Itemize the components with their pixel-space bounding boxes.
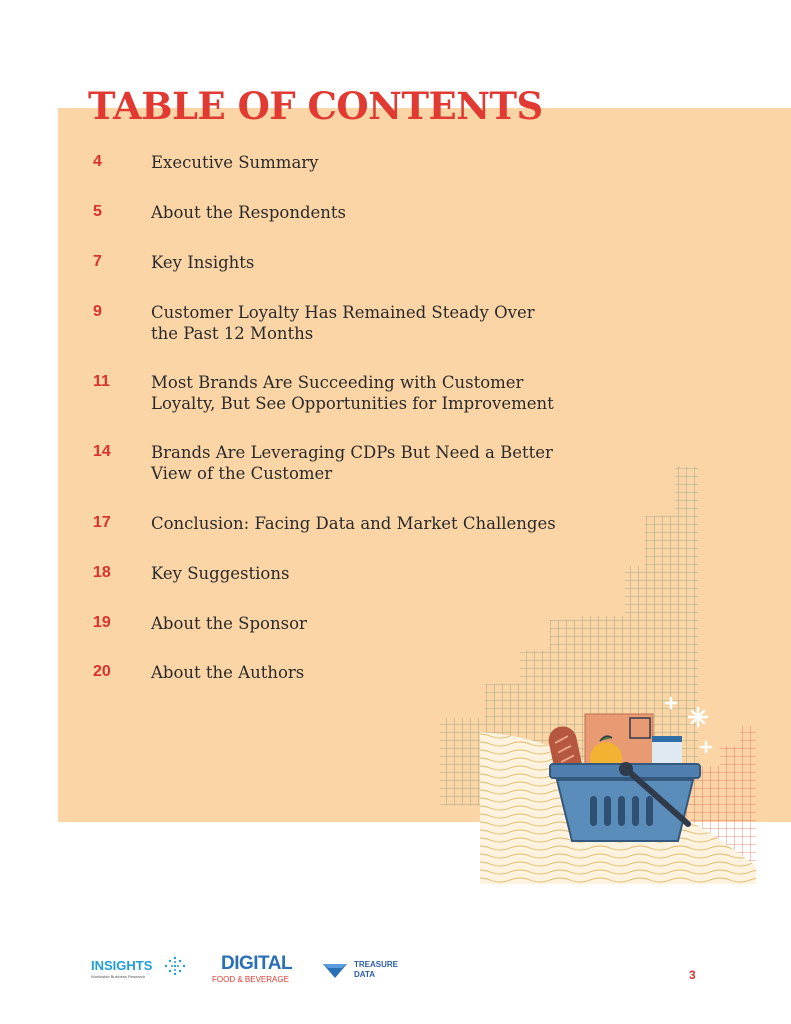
toc-page-number: 18 xyxy=(93,564,111,581)
insights-globe-icon xyxy=(160,952,188,980)
page-number: 3 xyxy=(689,968,696,982)
toc-entry-line: Most Brands Are Succeeding with Customer xyxy=(151,373,524,392)
toc-entry-line: About the Authors xyxy=(151,663,305,682)
toc-entry-line: Key Suggestions xyxy=(151,564,290,583)
toc-entry-title xyxy=(151,302,571,344)
toc-page-number: 14 xyxy=(93,443,111,460)
toc-entry-line: About the Sponsor xyxy=(151,614,307,633)
insights-tagline: Worldwide Business Research xyxy=(91,974,146,979)
toc-entry-line: Key Insights xyxy=(151,253,255,272)
toc-entry-line: Conclusion: Facing Data and Market Challenges xyxy=(151,514,556,533)
treasure-data-logo xyxy=(354,960,398,980)
toc-entry-line: About the Respondents xyxy=(151,203,347,222)
toc-page-number: 4 xyxy=(93,153,102,170)
toc-entry-title xyxy=(151,152,571,173)
toc-page-number: 5 xyxy=(93,203,102,220)
toc-page-number: 9 xyxy=(93,303,102,320)
page-title: TABLE OF CONTENTS xyxy=(88,84,543,128)
toc-page-number: 20 xyxy=(93,663,111,680)
toc-entry-line: Brands Are Leveraging CDPs But Need a Better xyxy=(151,443,553,462)
toc-page-number: 11 xyxy=(93,373,110,390)
food-beverage-label: FOOD & BEVERAGE xyxy=(212,975,289,984)
toc-entry-line: View of the Customer xyxy=(151,464,333,483)
insights-logo: INSIGHTS xyxy=(91,958,153,973)
treasure-data-line2: DATA xyxy=(354,970,376,979)
digital-logo: DIGITAL xyxy=(221,953,293,974)
toc-entry-title xyxy=(151,252,571,273)
toc-entry-line: Loyalty, But See Opportunities for Improvement xyxy=(151,394,554,413)
toc-entry-title xyxy=(151,202,571,223)
toc-page-number: 17 xyxy=(93,514,111,531)
treasure-data-line1: TREASURE xyxy=(354,960,399,969)
toc-page-number: 7 xyxy=(93,253,102,270)
toc-entry-line: the Past 12 Months xyxy=(151,324,314,343)
toc-entry-line: Customer Loyalty Has Remained Steady Over xyxy=(151,303,535,322)
toc-entry-title xyxy=(151,372,571,414)
toc-page-number: 19 xyxy=(93,614,111,631)
toc-entry-line: Executive Summary xyxy=(151,153,319,172)
treasure-data-diamond-icon xyxy=(320,960,350,980)
grocery-basket-illustration xyxy=(430,436,760,886)
